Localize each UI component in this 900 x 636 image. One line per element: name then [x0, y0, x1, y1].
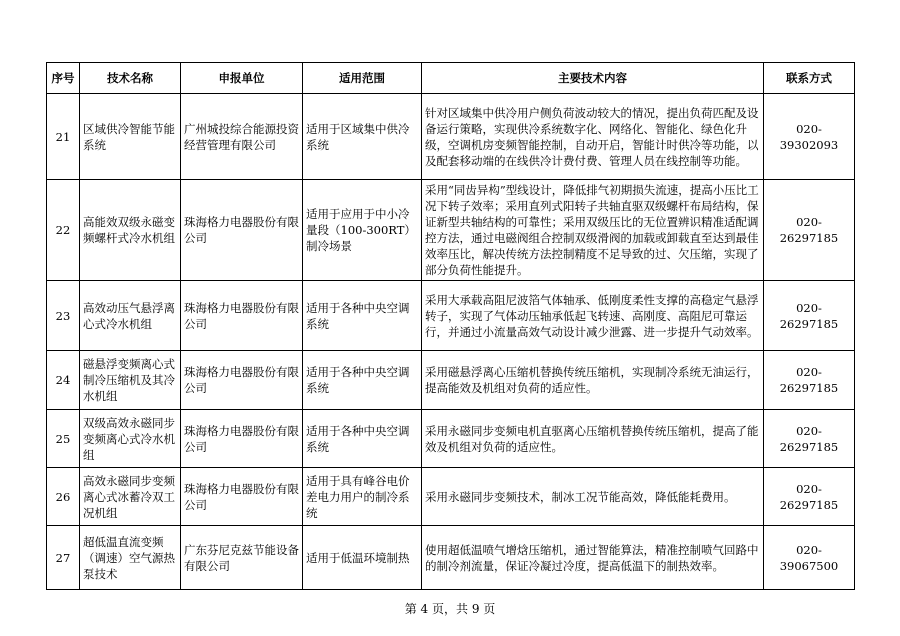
- row-number: 22: [47, 180, 80, 281]
- tech-content: 采用磁悬浮离心压缩机替换传统压缩机，实现制冷系统无油运行，提高能效及机组对负荷的适应性。: [422, 351, 764, 410]
- row-number: 24: [47, 351, 80, 410]
- row-number: 21: [47, 94, 80, 180]
- contact-phone: 020-26297185: [764, 410, 855, 468]
- tech-name: 双级高效永磁同步变频离心式冷水机组: [80, 410, 181, 468]
- header-unit: 申报单位: [181, 63, 303, 94]
- row-number: 25: [47, 410, 80, 468]
- tech-content: 使用超低温喷气增焓压缩机，通过智能算法，精准控制喷气回路中的制冷剂流量，保证冷凝过冷度，提高低温下的制热效率。: [422, 526, 764, 590]
- header-name: 技术名称: [80, 63, 181, 94]
- scope: 适用于各种中央空调系统: [303, 281, 422, 351]
- applicant-unit: 珠海格力电器股份有限公司: [181, 281, 303, 351]
- tech-name: 高能效双级永磁变频螺杆式冷水机组: [80, 180, 181, 281]
- header-contact: 联系方式: [764, 63, 855, 94]
- tech-name: 区域供冷智能节能系统: [80, 94, 181, 180]
- scope: 适用于区域集中供冷系统: [303, 94, 422, 180]
- tech-content: 采用大承载高阻尼波箔气体轴承、低刚度柔性支撑的高稳定气悬浮转子，实现了气体动压轴承低起飞转速、高刚度、高阻尼可靠运行，并通过小流量高效气动设计减少泄露、进一步提升气动效率。: [422, 281, 764, 351]
- table-row: [47, 410, 855, 468]
- tech-name: 高效永磁同步变频离心式冰蓄冷双工况机组: [80, 468, 181, 526]
- header-content: 主要技术内容: [422, 63, 764, 94]
- table-row: [47, 351, 855, 410]
- table-row: [47, 180, 855, 281]
- applicant-unit: 广州城投综合能源投资经营管理有限公司: [181, 94, 303, 180]
- header-row: [47, 63, 855, 94]
- table-row: [47, 94, 855, 180]
- table-row: [47, 526, 855, 590]
- table-row: [47, 281, 855, 351]
- scope: 适用于各种中央空调系统: [303, 410, 422, 468]
- contact-phone: 020-39067500: [764, 526, 855, 590]
- header-no: 序号: [47, 63, 80, 94]
- scope: 适用于具有峰谷电价差电力用户的制冷系统: [303, 468, 422, 526]
- row-number: 26: [47, 468, 80, 526]
- header-scope: 适用范围: [303, 63, 422, 94]
- row-number: 27: [47, 526, 80, 590]
- contact-phone: 020-26297185: [764, 180, 855, 281]
- tech-content: 针对区域集中供冷用户侧负荷波动较大的情况，提出负荷匹配及设备运行策略，实现供冷系统数字化、网络化、智能化、绿色化升级，空调机房变频智能控制，自动开启，智能计时供冷等功能，以及配套移动端的在线供冷计费付费、管理人员在线控制等功能。: [422, 94, 764, 180]
- technology-table: [46, 62, 855, 590]
- scope: 适用于应用于中小冷量段（100-300RT）制冷场景: [303, 180, 422, 281]
- row-number: 23: [47, 281, 80, 351]
- contact-phone: 020-26297185: [764, 281, 855, 351]
- table-row: [47, 468, 855, 526]
- tech-content: 采用“同齿异构”型线设计，降低排气初期损失流速，提高小压比工况下转子效率；采用直列式阳转子共轴直驱双级螺杆布局结构，保证新型共轴结构的可靠性；采用双级压比的无位置辨识精准适配调控方法，通过电磁阀组合控制双级滑阀的加载或卸载直至达到最佳效率压比，解决传统方法控制精度不足导致的过、欠压缩，实现了部分负荷性能提升。: [422, 180, 764, 281]
- tech-name: 超低温直流变频（调速）空气源热泵技术: [80, 526, 181, 590]
- page-footer: 第 4 页，共 9 页: [404, 602, 496, 616]
- applicant-unit: 广东芬尼克兹节能设备有限公司: [181, 526, 303, 590]
- tech-content: 采用永磁同步变频技术，制冰工况节能高效，降低能耗费用。: [422, 468, 764, 526]
- scope: 适用于低温环境制热: [303, 526, 422, 590]
- contact-phone: 020-26297185: [764, 468, 855, 526]
- contact-phone: 020-26297185: [764, 351, 855, 410]
- scope: 适用于各种中央空调系统: [303, 351, 422, 410]
- tech-content: 采用永磁同步变频电机直驱离心压缩机替换传统压缩机，提高了能效及机组对负荷的适应性。: [422, 410, 764, 468]
- tech-name: 磁悬浮变频离心式制冷压缩机及其冷水机组: [80, 351, 181, 410]
- tech-name: 高效动压气悬浮离心式冷水机组: [80, 281, 181, 351]
- applicant-unit: 珠海格力电器股份有限公司: [181, 180, 303, 281]
- contact-phone: 020-39302093: [764, 94, 855, 180]
- applicant-unit: 珠海格力电器股份有限公司: [181, 351, 303, 410]
- applicant-unit: 珠海格力电器股份有限公司: [181, 410, 303, 468]
- applicant-unit: 珠海格力电器股份有限公司: [181, 468, 303, 526]
